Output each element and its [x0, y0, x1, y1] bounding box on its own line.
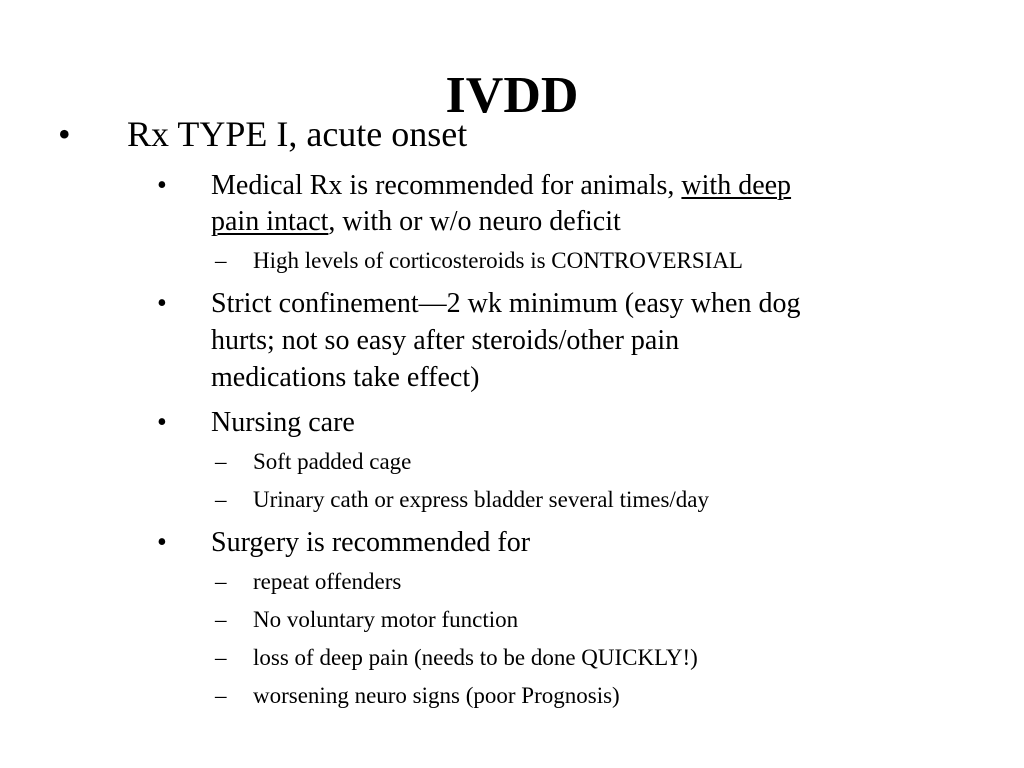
bullet-text-nursing-care: Nursing care: [211, 407, 355, 438]
underlined-with-deep: with deep: [681, 170, 792, 201]
sub-item-soft-padded-cage: Soft padded cage: [253, 449, 412, 474]
sub-item-no-voluntary-motor: No voluntary motor function: [253, 607, 519, 632]
dash-marker: –: [215, 487, 227, 512]
bullet-marker: •: [58, 114, 71, 154]
dash-marker: –: [215, 449, 227, 474]
underlined-pain-intact: pain intact: [211, 206, 329, 237]
bullet-marker: •: [157, 170, 167, 201]
bullet-marker: •: [157, 527, 167, 558]
dash-marker: –: [215, 248, 227, 273]
sub-item-repeat-offenders: repeat offenders: [253, 569, 402, 594]
bullet-text-strict-confinement-cont: hurts; not so easy after steroids/other pain: [211, 325, 680, 356]
bullet-text-strict-confinement-cont2: medications take effect): [211, 362, 480, 393]
bullet-text-medical-rx: [211, 167, 791, 204]
dash-marker: –: [215, 569, 227, 594]
sub-item-worsening-neuro-signs: worsening neuro signs (poor Prognosis): [253, 683, 620, 708]
bullet-text-surgery: Surgery is recommended for: [211, 527, 531, 558]
sub-item-corticosteroids: High levels of corticosteroids is CONTROVERSIAL: [253, 248, 743, 273]
dash-marker: –: [215, 645, 227, 670]
bullet-text-medical-rx-cont: [211, 203, 621, 240]
sub-item-urinary-cath: Urinary cath or express bladder several times/day: [253, 487, 709, 512]
bullet-text-strict-confinement: Strict confinement—2 wk minimum (easy when dog: [211, 288, 801, 319]
bullet-marker: •: [157, 288, 167, 319]
bullet-marker: •: [157, 407, 167, 438]
bullet-text-rx-type-i: Rx TYPE I, acute onset: [127, 114, 468, 154]
dash-marker: –: [215, 683, 227, 708]
sub-item-loss-of-deep-pain: loss of deep pain (needs to be done QUICKLY!): [253, 645, 698, 670]
slide-title: IVDD: [445, 67, 579, 124]
dash-marker: –: [215, 607, 227, 632]
medical-rx-text-cont: , with or w/o neuro deficit: [328, 206, 621, 237]
medical-rx-text: Medical Rx is recommended for animals,: [211, 170, 682, 201]
